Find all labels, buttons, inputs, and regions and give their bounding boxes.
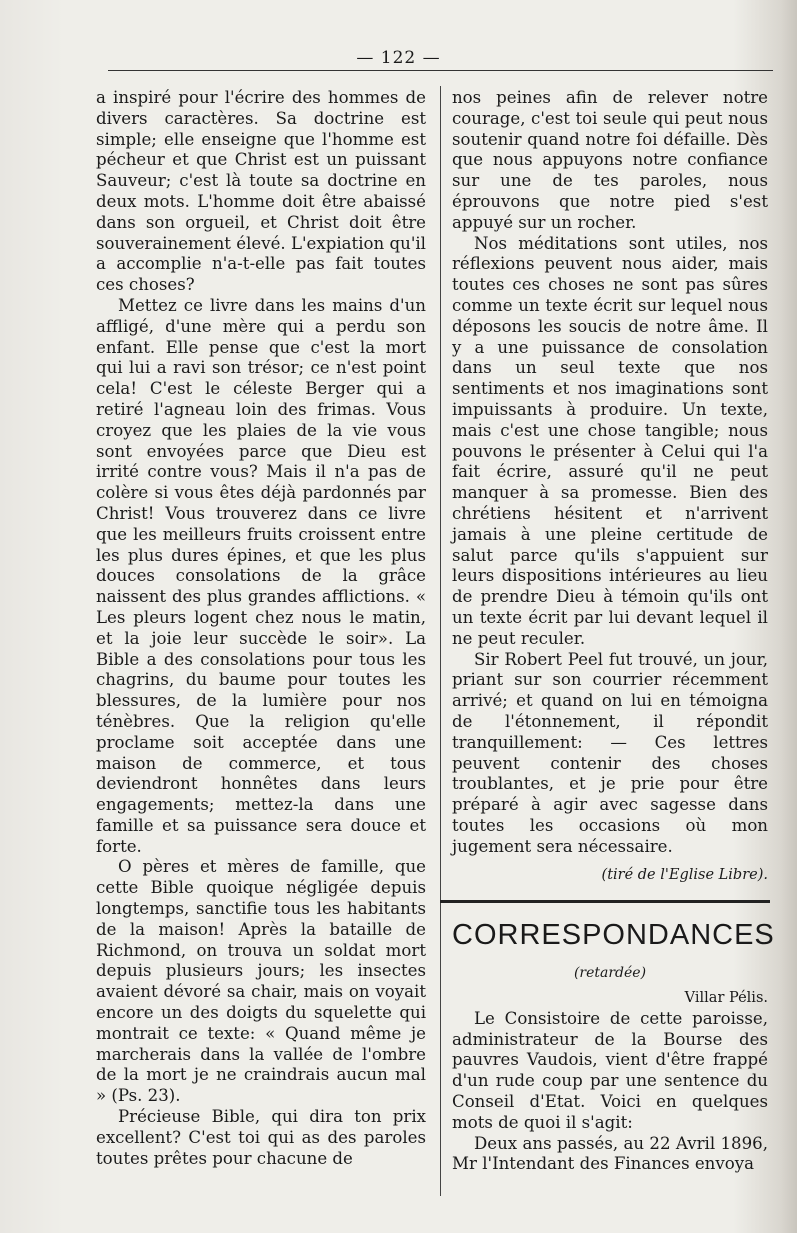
section-subheading: (retardée) <box>573 965 647 982</box>
paragraph: Le Consistoire de cette paroisse, administrateur de la Bourse des pauvres Vaudois, vient d'être frappé d'un rude coup par une sentence du Conseil d'Etat. Voici en quelques mots de quoi il s'agit: <box>452 1008 768 1132</box>
paragraph: a inspiré pour l'écrire des hommes de divers caractères. Sa doctrine est simple; elle enseigne que l'homme est pécheur et que Christ est un puissant Sauveur; c'est là toute sa doctrine en deux mots. L'homme doit être abaissé dans son orgueil, et Christ doit être souverainement élevé. L'expiation qu'il a accomplie n'a-t-elle pas fait toutes ces choses? <box>96 88 426 295</box>
column-separator <box>440 86 441 1196</box>
section-rule <box>440 900 770 903</box>
source-prefix: (tiré de l' <box>601 867 669 884</box>
paragraph: Sir Robert Peel fut trouvé, un jour, priant sur son courrier récemment arrivé; et quand on lui en témoigna de l'étonnement, il répondit tranquillement: — Ces lettres peuvent contenir des choses troublantes, et je prie pour être préparé à agir avec sagesse dans toutes les occasions où mon jugement sera nécessaire. <box>452 649 768 856</box>
source-suffix: ). <box>757 867 768 884</box>
right-column <box>452 88 775 1175</box>
paragraph: Deux ans passés, au 22 Avril 1896, Mr l'Intendant des Finances envoya <box>452 1133 768 1174</box>
paragraph: Nos méditations sont utiles, nos réflexions peuvent nous aider, mais toutes ces choses ne sont pas sûres comme un texte écrit sur lequel nous déposons les soucis de notre âme. Il y a une puissance de consolation dans un seul texte que nos sentiments et nos imaginations sont impuissants à produire. Un texte, mais c'est une chose tangible; nous pouvons le présenter à Celui qui l'a fait écrire, assuré qu'il ne peut manquer à sa promesse. Bien des chrétiens hésitent et n'arrivent jamais à une pleine certitude de salut parce qu'ils s'appuient sur leurs dispositions intérieures au lieu de prendre Dieu à témoin qu'ils ont un texte écrit par lui devant lequel il ne peut reculer. <box>452 233 768 648</box>
source-citation <box>452 865 768 886</box>
page-number: — 122 — <box>356 48 441 68</box>
place-line: Villar Pélis. <box>684 990 768 1007</box>
paragraph: Précieuse Bible, qui dira ton prix excellent? C'est toi qui as des paroles toutes prêtes pour chacune de <box>96 1107 426 1168</box>
paragraph: Mettez ce livre dans les mains d'un affligé, d'une mère qui a perdu son enfant. Elle pense que c'est la mort qui lui a ravi son trésor; ce n'est point cela! C'est le céleste Berger qui a retiré l'agneau loin des frimas. Vous croyez que les plaies de la vie vous sont envoyées parce que Dieu est irrité contre vous? Mais il n'a pas de colère si vous êtes déjà pardonnés par Christ! Vous trouverez dans ce livre que les meilleurs fruits croissent entre les plus dures épines, et que les plus douces consolations de la grâce naissent des plus grandes afflictions. « Les pleurs logent chez nous le matin, et la joie leur succède le soir». La Bible a des consolations pour tous les chagrins, du baume pour toutes les blessures, de la lumière pour nos ténèbres. Que la religion qu'elle proclame soit acceptée dans une maison de commerce, et tous deviendront honnêtes dans leurs engagements; mettez-la dans une famille et sa puissance sera douce et forte. <box>96 295 426 856</box>
paragraph: nos peines afin de relever notre courage, c'est toi seule qui peut nous soutenir quand notre foi défaille. Dès que nous appuyons notre confiance sur une de tes paroles, nous éprouvons que notre pied s'est appuyé sur un rocher. <box>452 88 768 232</box>
section-heading: CORRESPONDANCES <box>452 919 775 952</box>
paragraph: O pères et mères de famille, que cette Bible quoique négligée depuis longtemps, sanctifie tous les habitants de la maison! Après la bataille de Richmond, on trouva un soldat mort depuis plusieurs jours; les insectes avaient dévoré sa chair, mais on voyait encore un des doigts du squelette qui montrait ce texte: « Quand même je marcherais dans la vallée de l'ombre de la mort je ne craindrais aucun mal » (Ps. 23). <box>96 857 426 1106</box>
source-title: Eglise Libre <box>668 867 758 884</box>
header-rule <box>108 70 773 71</box>
left-column <box>96 88 426 1169</box>
